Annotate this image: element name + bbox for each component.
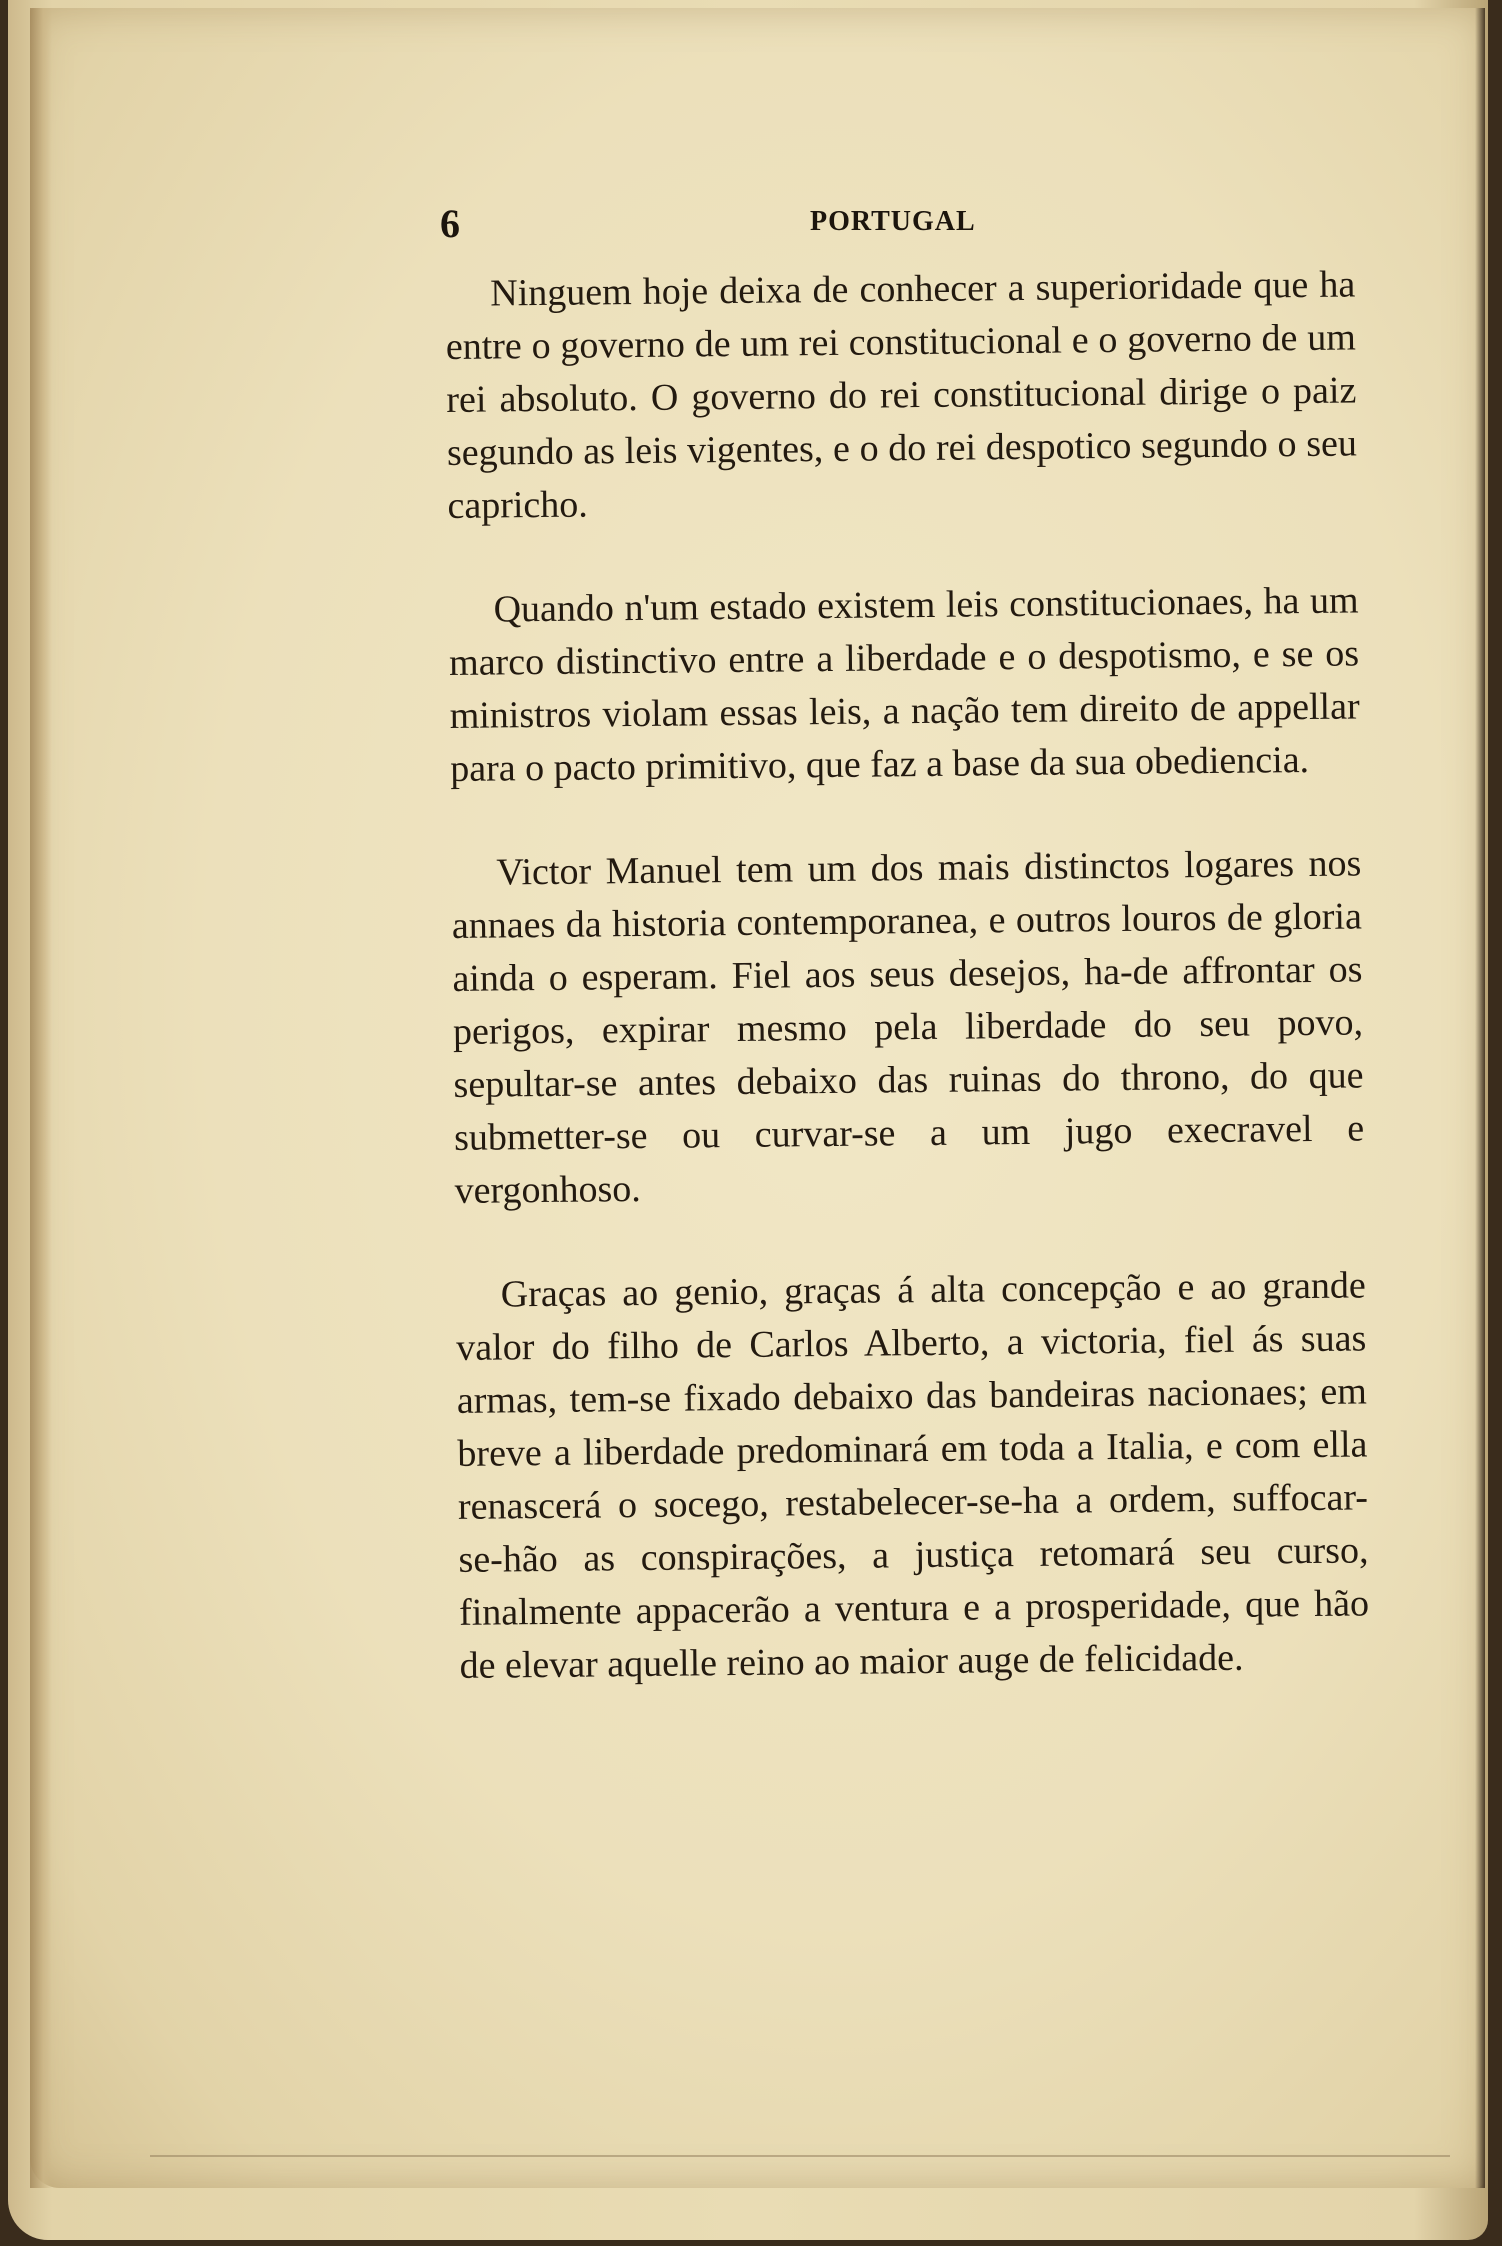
paragraph: Quando n'um estado existem leis constitucionaes, ha um marco distinctivo entre a liberdade e o despotismo, e se os ministros violam essas leis, a nação tem direito de appellar para o pacto primitivo, que faz a base da sua obediencia. xyxy=(448,579,1360,790)
running-head: PORTUGAL xyxy=(810,206,976,237)
body-text xyxy=(445,258,1370,1743)
page-right-edge xyxy=(1475,8,1485,2188)
page-bottom-edge xyxy=(150,2155,1450,2157)
paragraph: Victor Manuel tem um dos mais distinctos logares nos annaes da historia contemporanea, e outros louros de gloria ainda o esperam. Fiel aos seus desejos, ha-de affrontar os perigos, expirar mesmo pela liberdade do seu povo, sepultar-se antes debaixo das ruinas do throno, do que submetter-se ou curvar-se a um jugo execravel e vergonhoso. xyxy=(451,842,1365,1212)
paragraph: Ninguem hoje deixa de conhecer a superioridade que ha entre o governo de um rei constitucional e o governo de um rei absoluto. O governo do rei constitucional dirige o paiz segundo as leis vigentes, e o do rei despotico segundo o seu capricho. xyxy=(445,263,1358,527)
paragraph: Graças ao genio, graças á alta concepção e ao grande valor do filho de Carlos Alberto, a victoria, fiel ás suas armas, tem-se fixado debaixo das bandeiras nacionaes; em breve a liberdade predominará em toda a Italia, e com ella renascerá o socego, restabelecer-se-ha a ordem, suffocar-se-hão as conspirações, a justiça retomará seu curso, finalmente appacerão a ventura e a prosperidade, que hão de elevar aquelle reino ao maior auge de felicidade. xyxy=(456,1264,1370,1687)
page-header xyxy=(420,200,980,250)
page-number: 6 xyxy=(440,201,460,246)
page-left-edge xyxy=(30,8,52,2188)
